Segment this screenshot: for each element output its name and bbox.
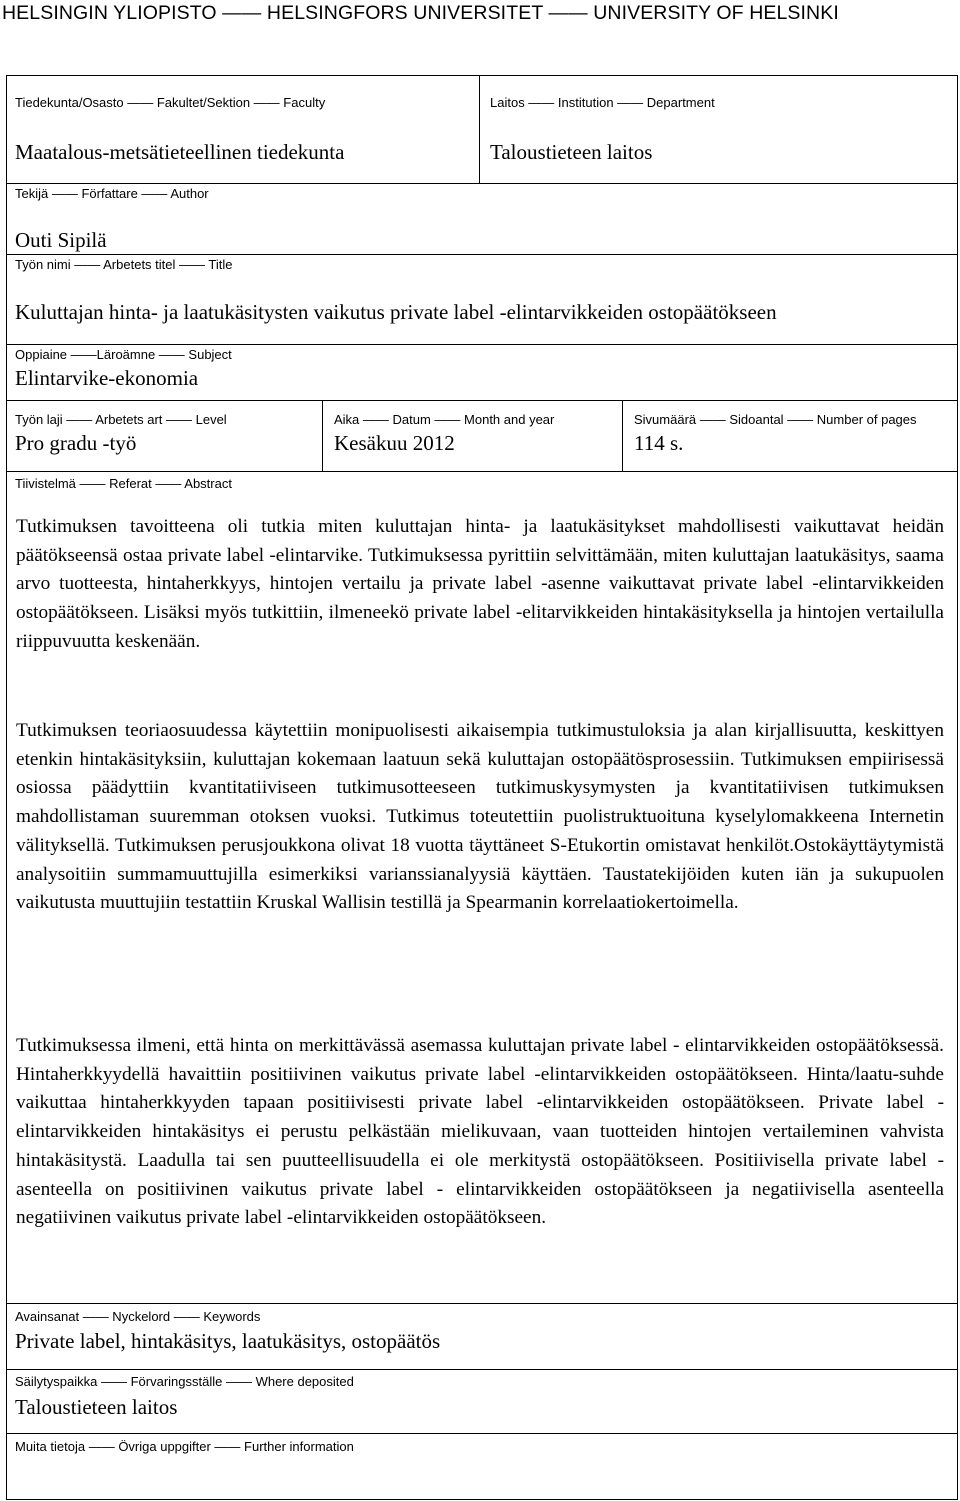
divider-8	[7, 1433, 957, 1434]
abstract-paragraph-1: Tutkimuksen tavoitteena oli tutkia miten kuluttajan hinta- ja laatukäsitykset mahdollisesti vaikuttavat heidän päätökseensä ostaa private label -elintarvike. Tutkimuksessa pyrittiin selvittämään, miten kuluttajan laatukäsitys, saama arvo tuotteesta, hintaherkkyys, hintojen vertailu ja private label -asenne vaikuttavat private label -elintarvikkeiden ostopäätökseen. Lisäksi myös tutkittiin, ilmeneekö private label -elitarvikkeiden hintakäsityksella ja hintojen vertailulla riippuvuutta keskenään.	[16, 516, 944, 652]
author-label: Tekijä —— Författare —— Author	[15, 186, 209, 201]
department-label: Laitos —— Institution —— Department	[490, 95, 715, 110]
divider-2	[7, 254, 957, 255]
subject-value: Elintarvike-ekonomia	[15, 366, 199, 390]
abstract-form	[6, 75, 958, 1500]
divider-7	[7, 1369, 957, 1370]
date-value: Kesäkuu 2012	[334, 431, 455, 455]
date-label: Aika —— Datum —— Month and year	[334, 412, 555, 427]
divider-1	[7, 183, 957, 184]
university-header: HELSINGIN YLIOPISTO —— HELSINGFORS UNIVERSITET —— UNIVERSITY OF HELSINKI	[2, 2, 839, 24]
level-value: Pro gradu -työ	[15, 431, 137, 455]
divider-level-date	[322, 400, 323, 471]
pages-label: Sivumäärä —— Sidoantal —— Number of pages	[634, 412, 917, 427]
deposited-value: Taloustieteen laitos	[15, 1395, 178, 1419]
divider-faculty-department	[479, 76, 480, 183]
deposited-label: Säilytyspaikka —— Förvaringsställe —— Where deposited	[15, 1374, 354, 1389]
title-label: Työn nimi —— Arbetets titel —— Title	[15, 257, 233, 272]
pages-value: 114 s.	[634, 431, 684, 455]
subject-label: Oppiaine ——Läroämne —— Subject	[15, 347, 232, 362]
author-value: Outi Sipilä	[15, 228, 107, 252]
keywords-value: Private label, hintakäsitys, laatukäsitys, ostopäätös	[15, 1329, 441, 1353]
abstract-paragraph-2: Tutkimuksen teoriaosuudessa käytettiin monipuolisesti aikaisempia tutkimustuloksia ja alan kirjallisuutta, keskittyen etenkin hintakäsityksiin, kuluttajan kokemaan laatuun sekä kuluttajan ostopäätösprosessiin. Tutkimuksen empiirisessä osiossa päädyttiin kvantitatiiviseen tutkimusotteeseen tutkimuskysymysten ja kvantitatiivisen tutkimuksen mahdollistaman suuremman otoksen vuoksi. Tutkimus toteutettiin puolistruktuoituna kyselylomakkeena Internetin välityksellä. Tutkimuksen perusjoukkona olivat 18 vuotta täyttäneet S-Etukortin omistavat henkilöt.Ostokäyttäytymistä analysoitiin summamuuttujilla esimerkiksi varianssianalyysiä käyttäen. Taustatekijöiden kuten iän ja sukupuolen vaikutusta muuttujiin testattiin Kruskal Wallisin testillä ja Spearmanin korrelaatiokertoimella.	[16, 720, 944, 914]
keywords-label: Avainsanat —— Nyckelord —— Keywords	[15, 1309, 261, 1324]
divider-5	[7, 471, 957, 472]
level-label: Työn laji —— Arbetets art —— Level	[15, 412, 227, 427]
divider-date-pages	[622, 400, 623, 471]
faculty-label: Tiedekunta/Osasto —— Fakultet/Sektion —— Faculty	[15, 95, 326, 110]
info-label: Muita tietoja —— Övriga uppgifter —— Further information	[15, 1439, 354, 1454]
department-value: Taloustieteen laitos	[490, 140, 653, 164]
abstract-paragraph-3: Tutkimuksessa ilmeni, että hinta on merkittävässä asemassa kuluttajan private label - elintarvikkeiden ostopäätöksessä. Hintaherkkyydellä havaittiin positiivinen vaikutus private label -elintarvikkeiden ostopäätökseen. Hinta/laatu-suhde vaikuttaa hintaherkkyyden tapaan positiivisesti private label -elintarvikkeiden ostopäätökseen. Private label -elintarvikkeiden hintakäsitys ei perustu pelkästään mielikuvaan, vaan tuotteiden hintojen vertaileminen vahvista hintakäsitystä. Laadulla tai sen puutteellisuudella ei ole merkitystä ostopäätökseen. Positiivisella private label -asenteella on positiivinen vaikutus private label - elintarvikkeiden ostopäätökseen ja negatiivisella asenteella negatiivinen vaikutus private label -elintarvikkeiden ostopäätökseen.	[16, 1035, 944, 1229]
divider-4	[7, 400, 957, 401]
faculty-value: Maatalous-metsätieteellinen tiedekunta	[15, 140, 345, 164]
abstract-label: Tiivistelmä —— Referat —— Abstract	[15, 476, 232, 491]
divider-6	[7, 1303, 957, 1304]
title-value: Kuluttajan hinta- ja laatukäsitysten vaikutus private label -elintarvikkeiden ostopäätökseen	[15, 300, 777, 324]
divider-3	[7, 344, 957, 345]
